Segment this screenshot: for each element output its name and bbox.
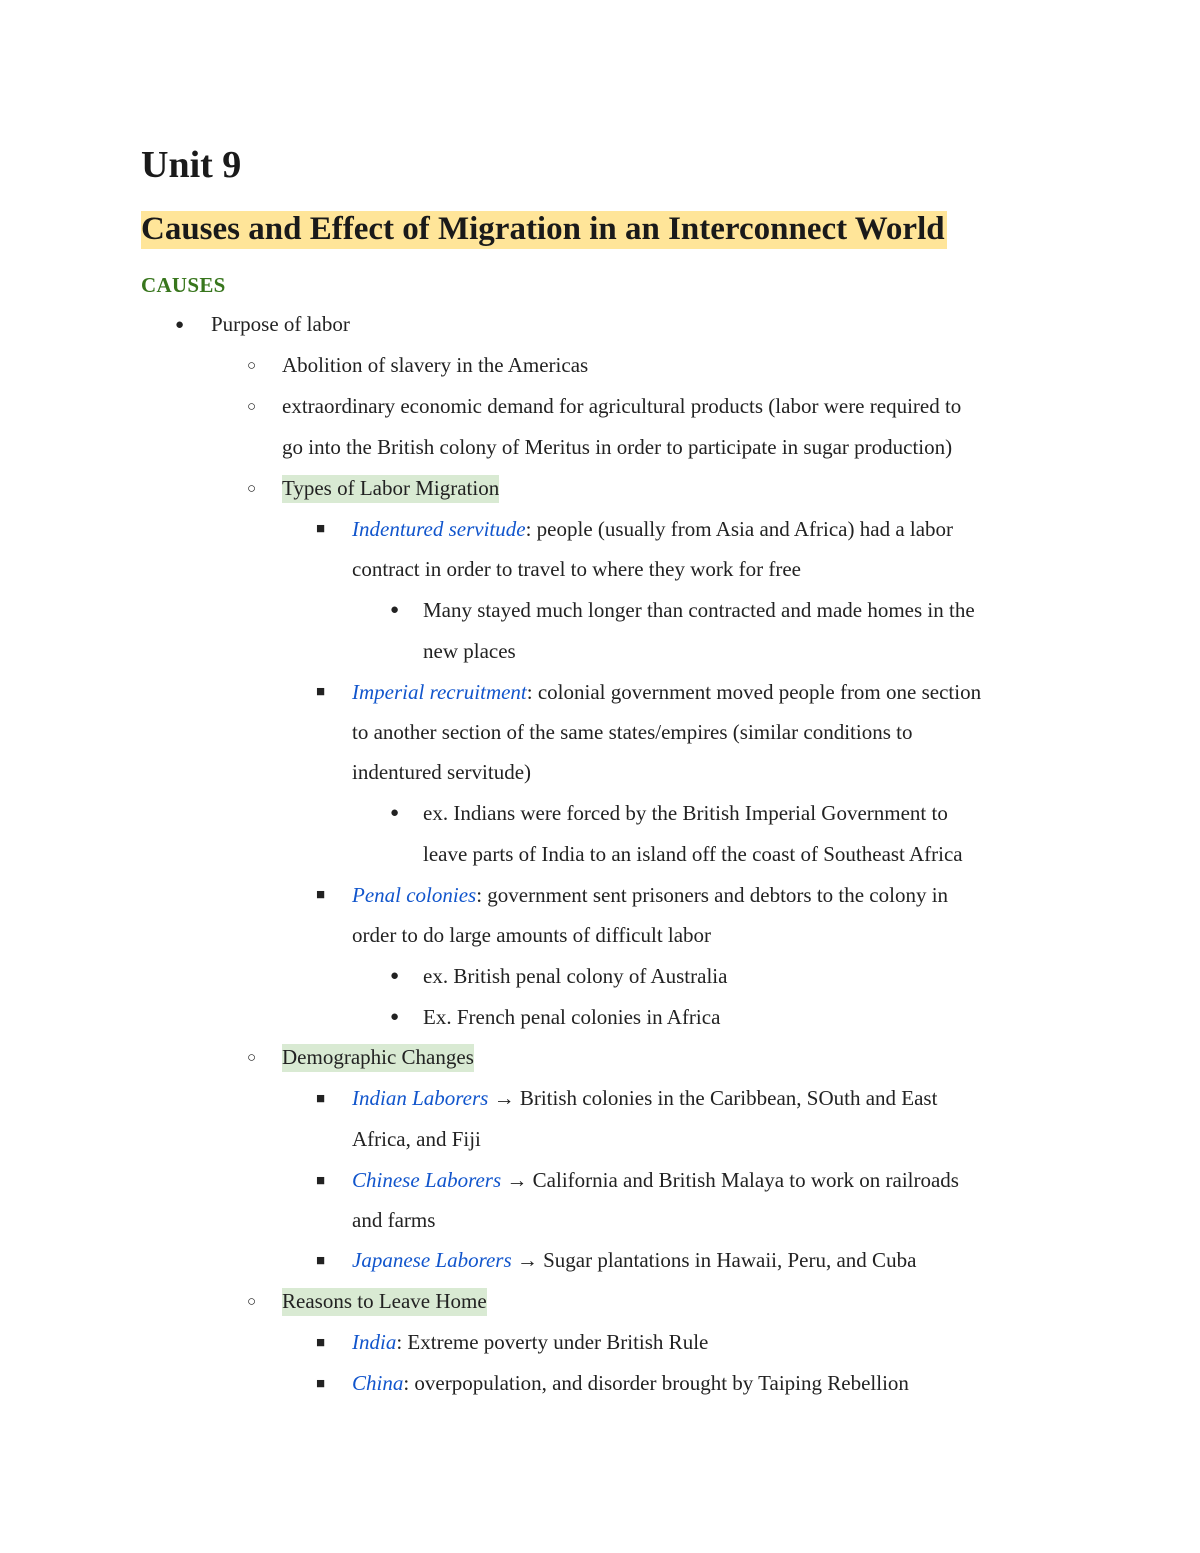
list-item-imperial-recruitment-cont: to another section of the same states/empires (similar conditions to — [352, 720, 913, 744]
subsection-highlight: Demographic Changes — [282, 1044, 474, 1072]
definition-text: → British colonies in the Caribbean, SOuth and East — [488, 1086, 938, 1110]
term-japanese-laborers: Japanese Laborers — [352, 1248, 512, 1272]
list-item-purpose-of-labor: Purpose of labor — [211, 312, 350, 336]
document-heading — [141, 208, 947, 250]
bullet-disc-icon: ● — [390, 805, 400, 821]
bullet-square-icon: ■ — [316, 1173, 326, 1189]
unit-title: Unit 9 — [141, 144, 242, 186]
bullet-square-icon: ■ — [316, 1335, 326, 1351]
bullet-disc-icon: ● — [175, 317, 185, 333]
causes-section-label: CAUSES — [141, 273, 226, 297]
list-item-indians-forced: ex. Indians were forced by the British Imperial Government to — [423, 801, 948, 825]
list-item-indentured-servitude-cont: contract in order to travel to where they work for free — [352, 557, 801, 581]
list-item-chinese-laborers — [352, 1165, 959, 1195]
bullet-disc-icon: ● — [390, 1009, 400, 1025]
list-item-indian-laborers-cont: Africa, and Fiji — [352, 1127, 481, 1151]
bullet-square-icon: ■ — [316, 1091, 326, 1107]
definition-text: : colonial government moved people from one section — [526, 680, 982, 704]
list-item-china-reason — [352, 1368, 909, 1398]
list-item-japanese-laborers — [352, 1245, 916, 1275]
list-item-stayed-longer: Many stayed much longer than contracted and made homes in the — [423, 598, 975, 622]
definition-text: : people (usually from Asia and Africa) had a labor — [525, 517, 954, 541]
list-item-india-reason — [352, 1327, 708, 1357]
definition-text: : government sent prisoners and debtors to the colony in — [476, 883, 949, 907]
bullet-square-icon: ■ — [316, 887, 326, 903]
list-item-abolition: Abolition of slavery in the Americas — [282, 353, 589, 377]
bullet-circle-icon: ○ — [247, 1294, 257, 1310]
bullet-square-icon: ■ — [316, 684, 326, 700]
subsection-highlight: Types of Labor Migration — [282, 475, 499, 503]
definition-text: → Sugar plantations in Hawaii, Peru, and Cuba — [511, 1248, 917, 1272]
list-item-economic-demand: extraordinary economic demand for agricultural products (labor were required to — [282, 394, 962, 418]
bullet-circle-icon: ○ — [247, 358, 257, 374]
subsection-types-of-labor-migration — [282, 473, 499, 503]
term-indian-laborers: Indian Laborers — [352, 1086, 489, 1110]
bullet-disc-icon: ● — [390, 602, 400, 618]
list-item-chinese-laborers-cont: and farms — [352, 1208, 436, 1232]
term-chinese-laborers: Chinese Laborers — [352, 1168, 502, 1192]
bullet-circle-icon: ○ — [247, 399, 257, 415]
list-item-indian-laborers — [352, 1083, 937, 1113]
bullet-disc-icon: ● — [390, 968, 400, 984]
list-item-indentured-servitude — [352, 514, 953, 544]
list-item-stayed-longer-cont: new places — [423, 639, 516, 663]
subsection-reasons-to-leave-home — [282, 1286, 487, 1316]
list-item-french-africa: Ex. French penal colonies in Africa — [423, 1005, 721, 1029]
term-penal-colonies: Penal colonies — [352, 883, 477, 907]
list-item-imperial-recruitment — [352, 677, 981, 707]
bullet-circle-icon: ○ — [247, 481, 257, 497]
definition-text: → California and British Malaya to work on railroads — [501, 1168, 959, 1192]
heading-highlight: Causes and Effect of Migration in an Interconnect World — [141, 211, 945, 247]
list-item-penal-colonies — [352, 880, 948, 910]
list-item-penal-colonies-cont: order to do large amounts of difficult labor — [352, 923, 712, 947]
definition-text: : overpopulation, and disorder brought by Taiping Rebellion — [403, 1371, 909, 1395]
subsection-highlight: Reasons to Leave Home — [282, 1288, 487, 1316]
term-india: India — [352, 1330, 397, 1354]
term-imperial-recruitment: Imperial recruitment — [352, 680, 527, 704]
bullet-square-icon: ■ — [316, 1376, 326, 1392]
term-indentured-servitude: Indentured servitude — [352, 517, 526, 541]
bullet-circle-icon: ○ — [247, 1050, 257, 1066]
list-item-australia: ex. British penal colony of Australia — [423, 964, 728, 988]
subsection-demographic-changes — [282, 1042, 474, 1072]
list-item-economic-demand-cont: go into the British colony of Meritus in order to participate in sugar production) — [282, 435, 953, 459]
list-item-indians-forced-cont: leave parts of India to an island off the coast of Southeast Africa — [423, 842, 963, 866]
bullet-square-icon: ■ — [316, 1253, 326, 1269]
definition-text: : Extreme poverty under British Rule — [396, 1330, 709, 1354]
bullet-square-icon: ■ — [316, 521, 326, 537]
list-item-imperial-recruitment-cont: indentured servitude) — [352, 760, 532, 784]
term-china: China — [352, 1371, 404, 1395]
